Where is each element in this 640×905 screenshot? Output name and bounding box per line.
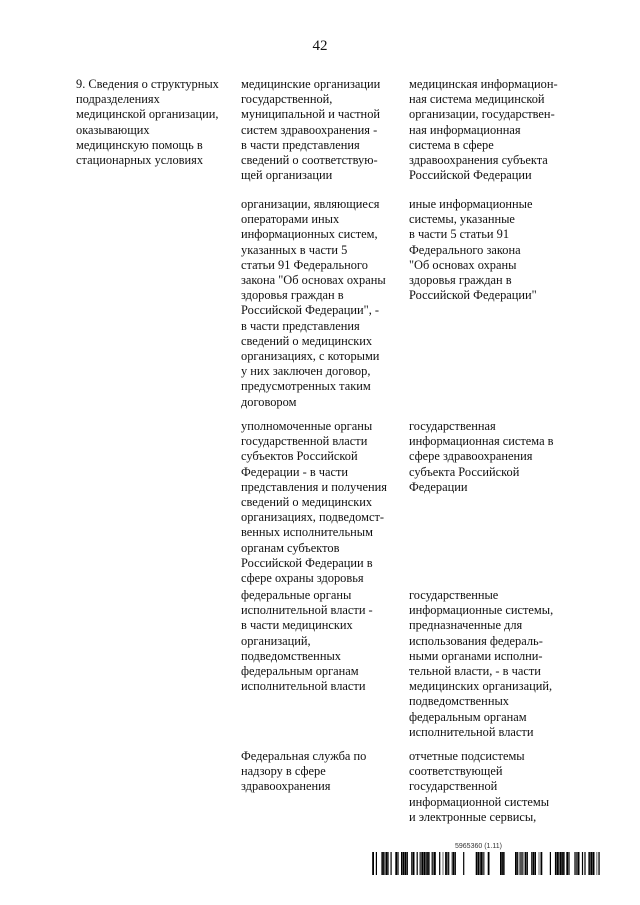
row-5-system: отчетные подсистемы соответствующей государственной информационной системы и электронные сервисы, <box>409 749 550 824</box>
row-1-section-name: 9. Сведения о структурных подразделениях медицинской организации, оказывающих медицинскую помощь в стационарных условиях <box>76 77 219 168</box>
row-2-provider: организации, являющиеся операторами иных информационных систем, указанных в части 5 статьи 91 Федерального закона "Об основах охраны здоровья граждан в Российской Федерации", - в части представления сведений о медицинских организациях, с которыми у них заключен договор, предусмотренных таким договором <box>241 197 386 409</box>
row-3-provider: уполномоченные органы государственной власти субъектов Российской Федерации - в части представления и получения сведений о медицинских организациях, подведомст- венных исполнительным органам субъектов Российской Федерации в сфере охраны здоровья <box>241 419 387 586</box>
row-2-system: иные информационные системы, указанные в части 5 статьи 91 Федерального закона "Об основах охраны здоровья граждан в Российской Федерации" <box>409 197 537 303</box>
row-1-system: медицинская информацион- ная система медицинской организации, государствен- ная информационная система в сфере здравоохранения субъекта Российской Федерации <box>409 77 558 183</box>
row-5-provider: Федеральная служба по надзору в сфере здравоохранения <box>241 749 367 794</box>
page-number: 42 <box>312 38 328 54</box>
barcode-icon <box>368 852 600 875</box>
row-3-system: государственная информационная система в сфере здравоохранения субъекта Российской Федерации <box>409 419 554 494</box>
row-4-system: государственные информационные системы, предназначенные для использования федераль- ными органами исполни- тельной власти, - в части медицинских организаций, подведомственных федеральным органам исполнительной власти <box>409 588 554 739</box>
row-1-provider: медицинские организации государственной, муниципальной и частной систем здравоохранения - в части представления сведений о соответствую- щей организации <box>241 77 381 183</box>
row-4-provider: федеральные органы исполнительной власти - в части медицинских организаций, подведомственных федеральным органам исполнительной власти <box>241 588 373 694</box>
document-code: 5965360 (1.11) <box>455 843 502 850</box>
